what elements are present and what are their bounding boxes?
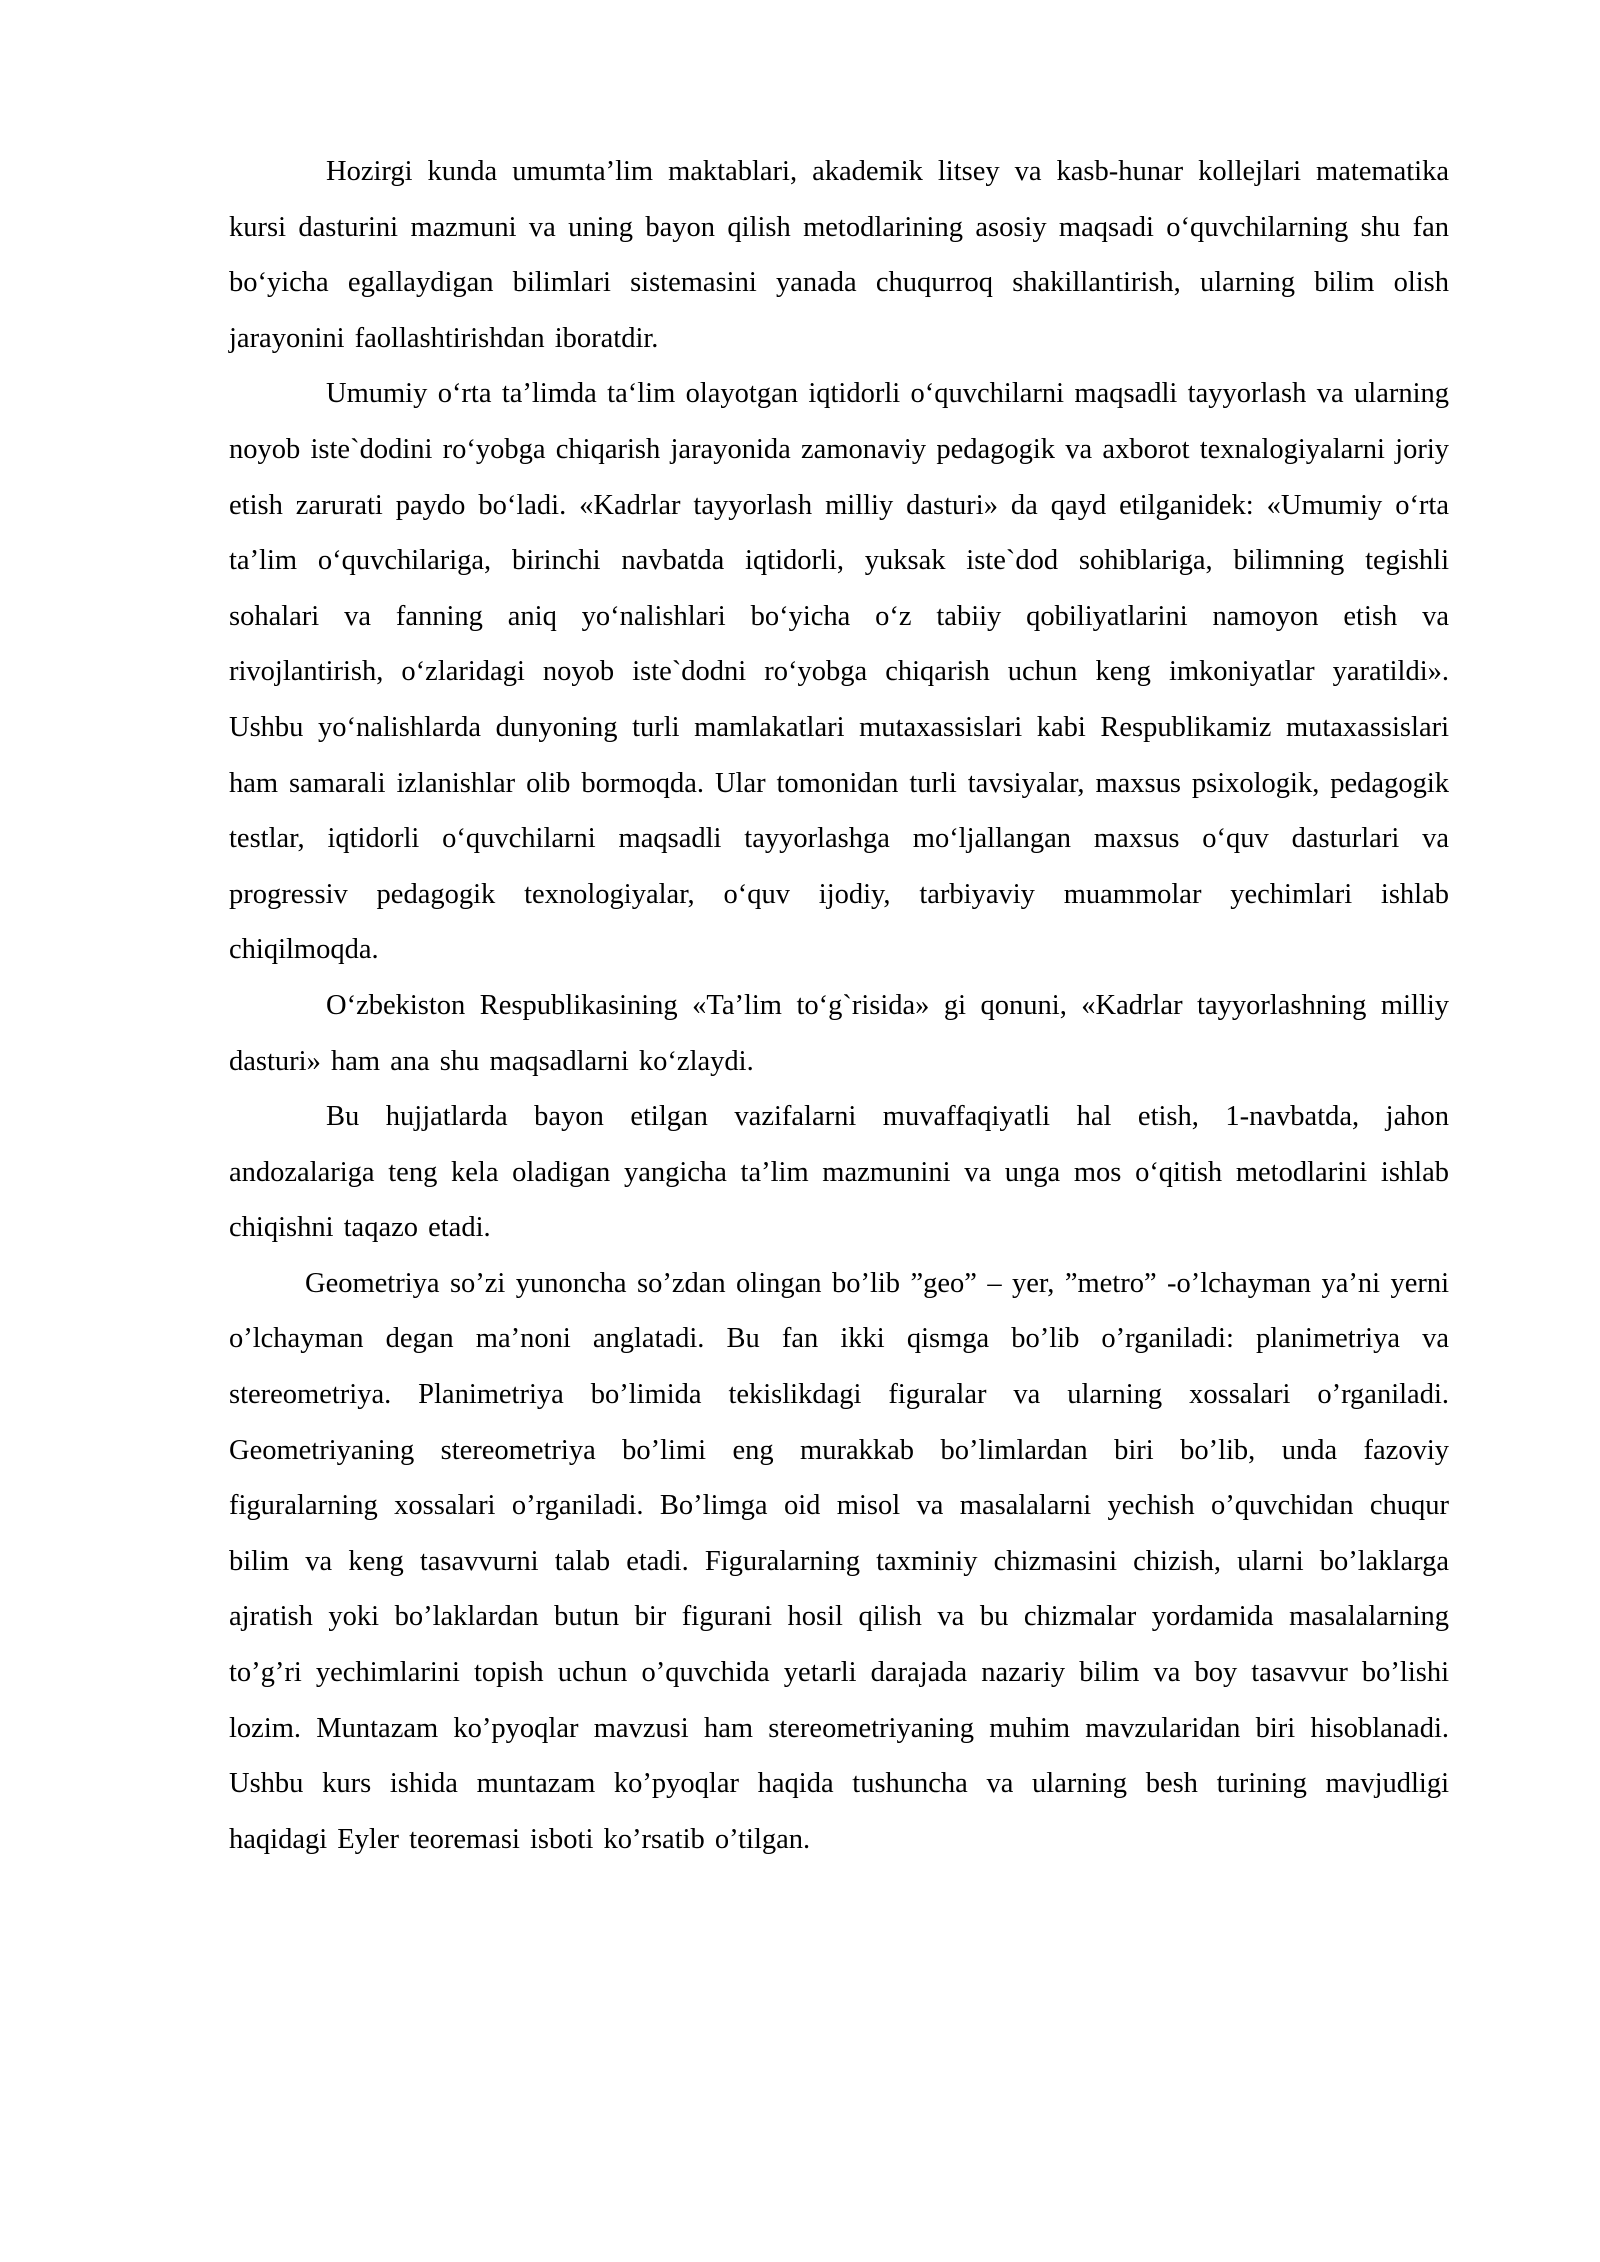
paragraph-gifted-students: Umumiy o‘rta ta’limda ta‘lim olayotgan iqtidorli o‘quvchilarni maqsadli tayyorlash va ularning noyob iste`dodini ro‘yobga chiqarish jarayonida zamonaviy pedagogik va axborot texnalogiyalarni joriy etish zarurati paydo bo‘ladi. «Kadrlar tayyorlash milliy dasturi» da qayd etilganidek: «Umumiy o‘rta ta’lim o‘quvchilariga, birinchi navbatda iqtidorli, yuksak iste`dod sohiblariga, bilimning tegishli sohalari va fanning aniq yo‘nalishlari bo‘yicha o‘z tabiiy qobiliyatlarini namoyon etish va rivojlantirish, o‘zlaridagi noyob iste`dodni ro‘yobga chiqarish uchun keng imkoniyatlar yaratildi». Ushbu yo‘nalishlarda dunyoning turli mamlakatlari mutaxassislari kabi Respublikamiz mutaxassislari ham samarali izlanishlar olib bormoqda. Ular tomonidan turli tavsiyalar, maxsus psixologik, pedagogik testlar, iqtidorli o‘quvchilarni maqsadli tayyorlashga mo‘ljallangan maxsus o‘quv dasturlari va progressiv pedagogik texnologiyalar, o‘quv ijodiy, tarbiyaviy muammolar yechimlari ishlab chiqilmoqda. xyxy=(229,378,1449,966)
paragraph-law: O‘zbekiston Respublikasining «Ta’lim to‘g`risida» gi qonuni, «Kadrlar tayyorlashning milliy dasturi» ham ana shu maqsadlarni ko‘zlaydi. xyxy=(229,989,1449,1077)
paragraph-geometry: Geometriya so’zi yunoncha so’zdan olingan bo’lib ”geo” – yer, ”metro” -o’lchayman ya’ni yerni o’lchayman degan ma’noni anglatadi. Bu fan ikki qismga bo’lib o’rganiladi: planimetriya va stereometriya. Planimetriya bo’limida tekislikdagi figuralar va ularning xossalari o’rganiladi. Geometriyaning stereometriya bo’limi eng murakkab bo’limlardan biri bo’lib, unda fazoviy figuralarning xossalari o’rganiladi. Bo’limga oid misol va masalalarni yechish o’quvchidan chuqur bilim va keng tasavvurni talab etadi. Figuralarning taxminiy chizmasini chizish, ularni bo’laklarga ajratish yoki bo’laklardan butun bir figurani hosil qilish va bu chizmalar yordamida masalalarning to’g’ri yechimlarini topish uchun o’quvchida yetarli darajada nazariy bilim va boy tasavvur bo’lishi lozim. Muntazam ko’pyoqlar mavzusi ham stereometriyaning muhim mavzularidan biri hisoblanadi. Ushbu kurs ishida muntazam ko’pyoqlar haqida tushuncha va ularning besh turining mavjudligi haqidagi Eyler teoremasi isboti ko’rsatib o’tilgan. xyxy=(229,1267,1449,1855)
paragraph-documents: Bu hujjatlarda bayon etilgan vazifalarni muvaffaqiyatli hal etish, 1-navbatda, jahon andozalariga teng kela oladigan yangicha ta’lim mazmunini va unga mos o‘qitish metodlarini ishlab chiqishni taqazo etadi. xyxy=(229,1101,1449,1244)
paragraph-intro: Hozirgi kunda umumta’lim maktablari, akademik litsey va kasb-hunar kollejlari matematika kursi dasturini mazmuni va uning bayon qilish metodlarining asosiy maqsadi o‘quvchilarning shu fan bo‘yicha egallaydigan bilimlari sistemasini yanada chuqurroq shakillantirish, ularning bilim olish jarayonini faollashtirishdan iboratdir. xyxy=(229,156,1449,354)
document-body xyxy=(229,144,1449,1867)
